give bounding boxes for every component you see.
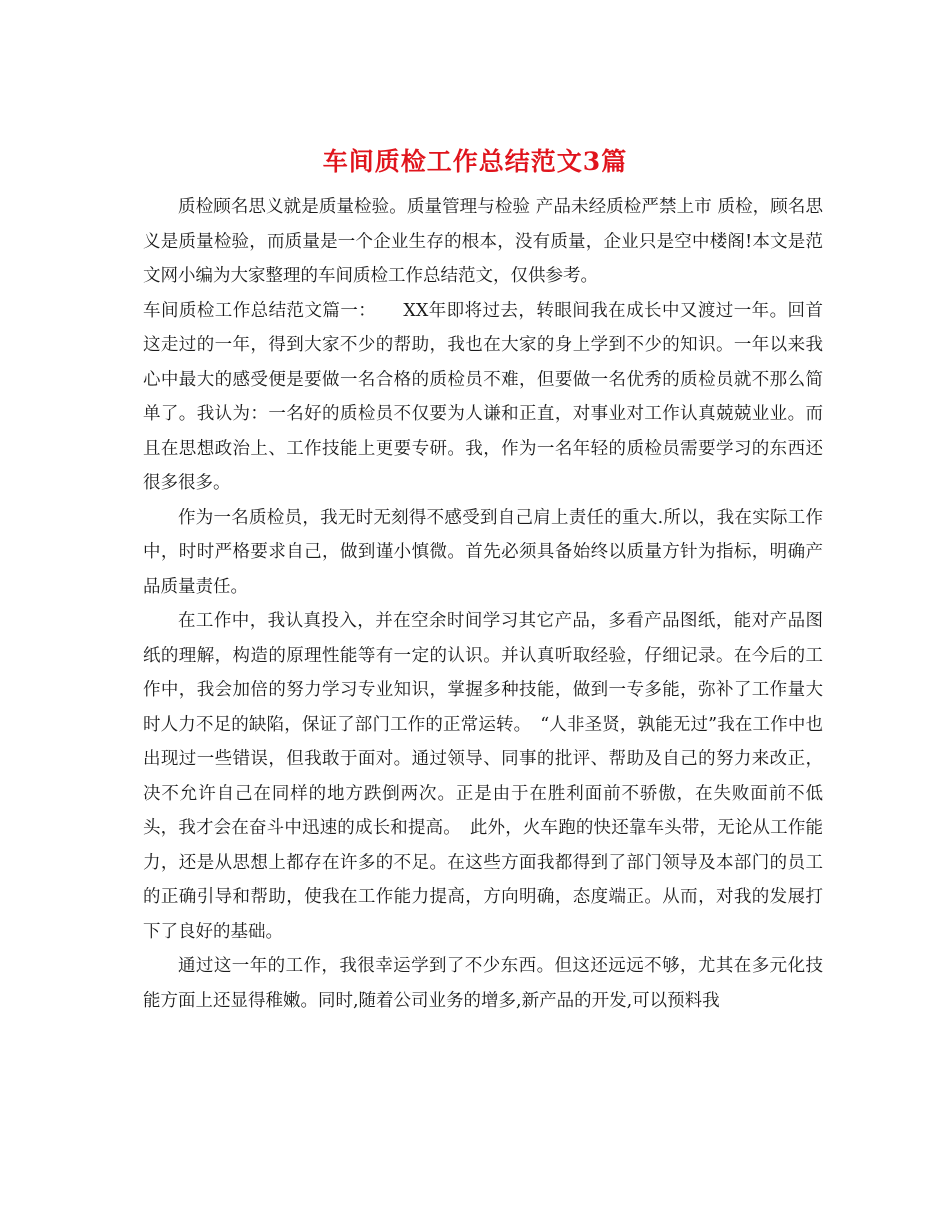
paragraph-year-summary: 通过这一年的工作，我很幸运学到了不少东西。但这还远远不够，尤其在多元化技能方面上还显得稚嫩。同时,随着公司业务的增多,新产品的开发,可以预料我 xyxy=(143,956,823,1011)
paragraph-responsibility: 作为一名质检员，我无时无刻得不感受到自己肩上责任的重大.所以，我在实际工作中，时时严格要求自己，做到谨小慎微。首先必须具备始终以质量方针为指标，明确产品质量责任。 xyxy=(143,507,823,597)
document-title: 车间质检工作总结范文3篇 xyxy=(322,147,628,176)
paragraph-intro: 质检顾名思义就是质量检验。质量管理与检验 产品未经质检严禁上市 质检，顾名思义是质量检验，而质量是一个企业生存的根本，没有质量，企业只是空中楼阁!本文是范文网小编为大家整理的车间质检工作总结范文，仅供参考。 xyxy=(143,197,823,286)
paragraph-section-one: 车间质检工作总结范文篇一： XX年即将过去，转眼间我在成长中又渡过一年。回首这走过的一年，得到大家不少的帮助，我也在大家的身上学到不少的知识。一年以来我心中最大的感受便是要做一名合格的质检员不难，但要做一名优秀的质检员就不那么简单了。我认为：一名好的质检员不仅要为人谦和正直，对事业对工作认真兢兢业业。而且在思想政治上、工作技能上更要专研。我，作为一名年轻的质检员需要学习的东西还很多很多。 xyxy=(143,300,823,493)
document-body xyxy=(143,190,823,1018)
paragraph-work-learning: 在工作中，我认真投入，并在空余时间学习其它产品，多看产品图纸，能对产品图纸的理解，构造的原理性能等有一定的认识。并认真听取经验，仔细记录。在今后的工作中，我会加倍的努力学习专业知识，掌握多种技能，做到一专多能，弥补了工作量大时人力不足的缺陷，保证了部门工作的正常运转。 “人非圣贤，孰能无过”我在工作中也出现过一些错误，但我敢于面对。通过领导、同事的批评、帮助及自己的努力来改正，决不允许自己在同样的地方跌倒两次。正是由于在胜利面前不骄傲，在失败面前不低头，我才会在奋斗中迅速的成长和提高。 此外，火车跑的快还靠车头带，无论从工作能力，还是从思想上都存在许多的不足。在这些方面我都得到了部门领导及本部门的员工的正确引导和帮助，使我在工作能力提高，方向明确，态度端正。从而，对我的发展打下了良好的基础。 xyxy=(143,611,823,942)
